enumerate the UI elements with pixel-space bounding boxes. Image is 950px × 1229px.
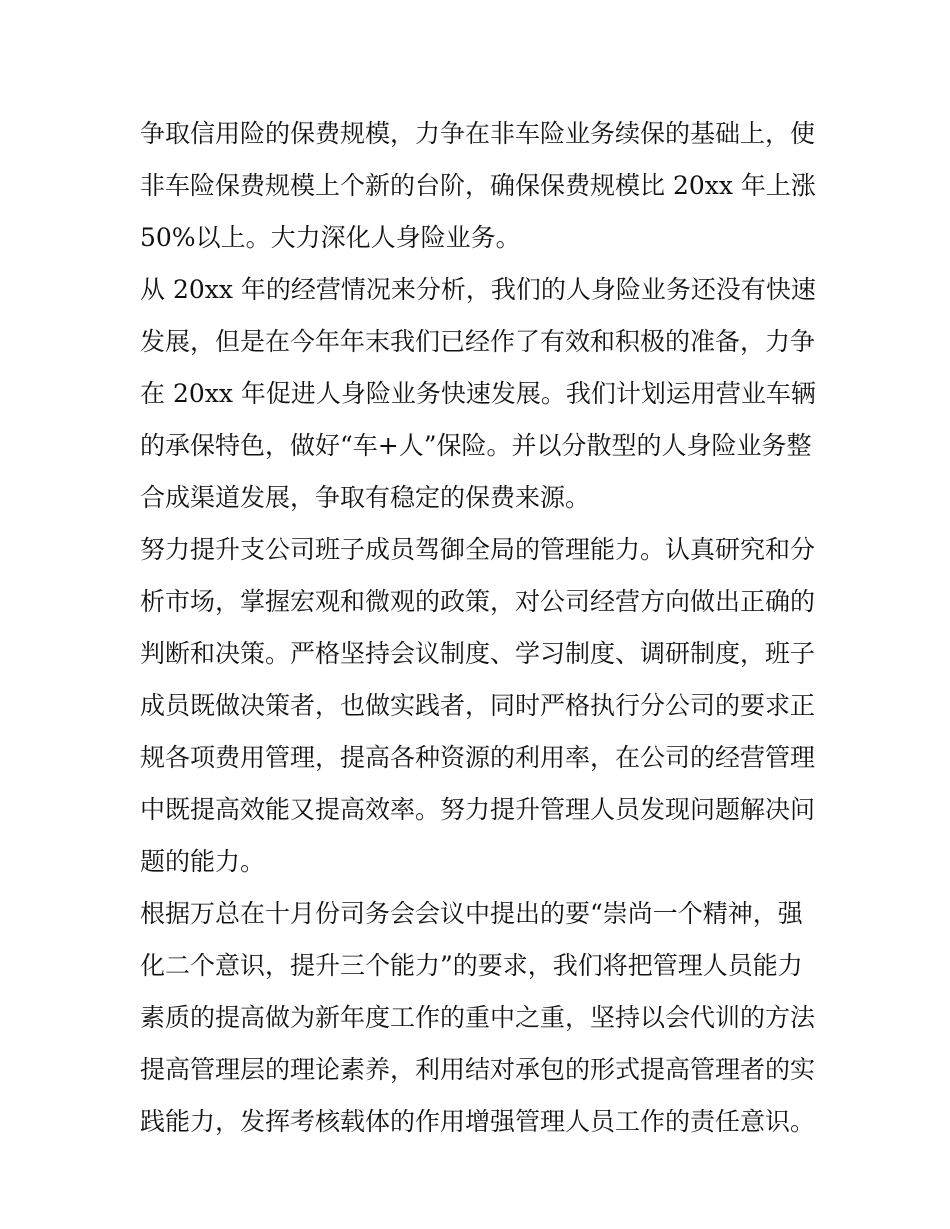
- paragraph-premium-scale: 争取信用险的保费规模，力争在非车险业务续保的基础上，使 非车险保费规模上个新的台阶，确保保费规模比 20xx 年上涨 50%以上。大力深化人身险业务。: [140, 119, 816, 252]
- paragraph-staff-quality: 根据万总在十月份司务会会议中提出的要“崇尚一个精神，强 化二个意识，提升三个能力”的要求，我们将把管理人员能力 素质的提高做为新年度工作的重中之重，坚持以会代训的方法 提高管理层的理论素养，利用结对承包的形式提高管理者的实 践能力，发挥考核载体的作用增强管理人员工作的责任意识。: [140, 899, 816, 1136]
- paragraph-management-ability: 努力提升支公司班子成员驾御全局的管理能力。认真研究和分 析市场，掌握宏观和微观的政策，对公司经营方向做出正确的 判断和决策。严格坚持会议制度、学习制度、调研制度，班子 成员既做决策者，也做实践者，同时严格执行分公司的要求正 规各项费用管理，提高各种资源的利用率，在公司的经营管理 中既提高效能又提高效率。努力提升管理人员发现问题解决问 题的能力。: [140, 535, 816, 876]
- document-body: [140, 108, 820, 1148]
- paragraph-life-insurance: 从 20xx 年的经营情况来分析，我们的人身险业务还没有快速 发展，但是在今年年末我们已经作了有效和积极的准备，力争 在 20xx 年促进人身险业务快速发展。我们计划运用营业车辆 的承保特色，做好“车+人”保险。并以分散型的人身险业务整 合成渠道发展，争取有稳定的保费来源。: [140, 275, 816, 512]
